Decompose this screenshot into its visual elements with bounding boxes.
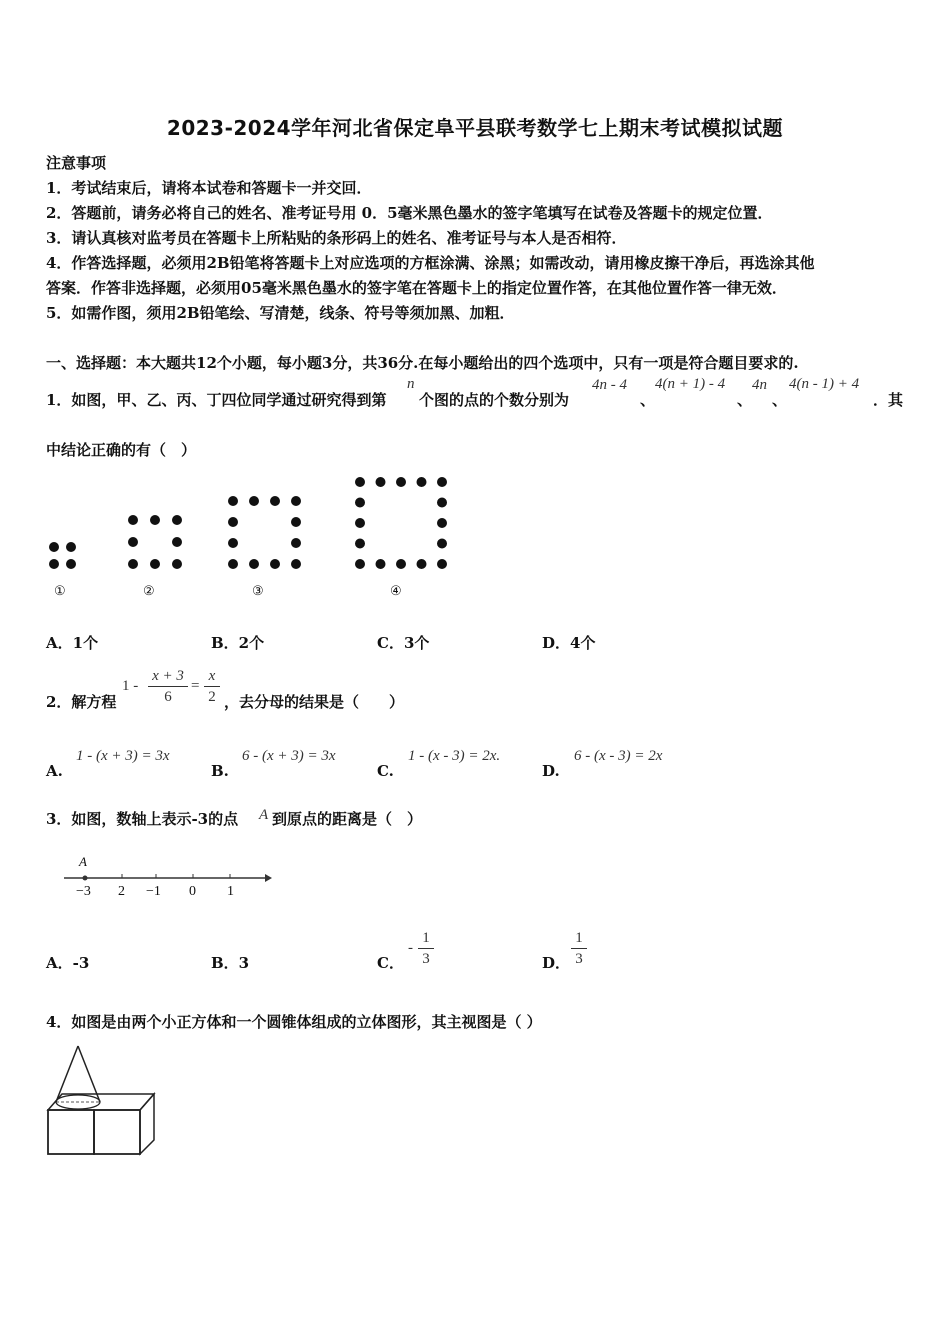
figure-3-dot [291, 496, 301, 506]
axis-tick-label: 1 [227, 884, 234, 899]
q1-text-b: 个图的点的个数分别为 [419, 391, 570, 409]
q1-expr-2: 4(n + 1) - 4 [655, 376, 726, 392]
figure-4-dot [355, 518, 365, 528]
notes-heading: 注意事项 [46, 154, 107, 172]
q1-expr-3: 4n [752, 377, 767, 393]
figure-2-dot [128, 537, 138, 547]
figure-4-dot [355, 559, 365, 569]
q1-option-c[interactable]: C．3个 [377, 634, 430, 652]
figure-4-dot [417, 477, 427, 487]
note-item: 1．考试结束后，请将本试卷和答题卡一并交回． [46, 179, 372, 197]
figure-3-dot [228, 496, 238, 506]
figure-3-dot [228, 538, 238, 548]
q1-expr-4: 4(n - 1) + 4 [789, 376, 860, 392]
fig-label-1: ① [54, 584, 66, 599]
cube-front-right [94, 1110, 140, 1154]
q1-text-c: ．其 [873, 391, 904, 409]
figure-4-dot [396, 477, 406, 487]
figure-2-dot [150, 515, 160, 525]
q1-sep-3: 、 [772, 391, 788, 409]
axis-tick-label: 0 [189, 884, 196, 899]
axis-tick-label: −3 [76, 884, 91, 899]
figure-3-dot [249, 496, 259, 506]
figure-4-dot [437, 518, 447, 528]
q3-option-d-fraction [571, 928, 587, 969]
figure-1-dot [49, 559, 59, 569]
q1-option-b[interactable]: B．2个 [211, 634, 265, 652]
q3-option-d-num: 1 [571, 928, 587, 949]
figure-4-dot [376, 559, 386, 569]
q3-option-c-num: 1 [418, 928, 434, 949]
fig-label-4: ④ [390, 584, 402, 599]
q2-option-d-expr: 6 - (x - 3) = 2x [574, 748, 663, 764]
note-item: 2．答题前，请务必将自己的姓名、准考证号用 0．5毫米黑色墨水的签字笔填写在试卷及答题卡的规定位置． [46, 204, 773, 222]
figure-1-dot [49, 542, 59, 552]
note-item: 4．作答选择题，必须用2B铅笔将答题卡上对应选项的方框涂满、涂黑；如需改动，请用橡皮擦干净后，再选涂其他 [46, 254, 815, 272]
figure-2-dot [128, 559, 138, 569]
q1-option-a[interactable]: A．1个 [46, 634, 99, 652]
q2-frac-num: x + 3 [148, 666, 188, 687]
figure-3-dot [228, 517, 238, 527]
axis-point-label: A [79, 854, 87, 869]
q1-sep-1: 、 [640, 391, 656, 409]
q4-solid-figure [44, 1042, 164, 1162]
figure-3-dot [291, 517, 301, 527]
note-item: 3．请认真核对监考员在答题卡上所粘贴的条形码上的姓名、准考证号与本人是否相符． [46, 229, 627, 247]
figure-1-dot [66, 542, 76, 552]
q2-option-c-expr: 1 - (x - 3) = 2x. [408, 748, 501, 764]
q3-option-c-label[interactable]: C． [377, 954, 404, 972]
fig-label-3: ③ [252, 584, 264, 599]
q3-option-c-sign: - [408, 940, 413, 956]
cube-side-face [140, 1094, 154, 1154]
figure-4-dot [437, 559, 447, 569]
figure-4-dot [396, 559, 406, 569]
q3-option-d-den: 3 [575, 951, 583, 967]
figure-1-dot [66, 559, 76, 569]
q2-rhs-den: 2 [208, 689, 216, 705]
q1-sep-2: 、 [737, 391, 753, 409]
q2-option-b-expr: 6 - (x + 3) = 3x [242, 748, 336, 764]
figure-4-dot [437, 498, 447, 508]
q3-option-d-label[interactable]: D． [542, 954, 571, 972]
q2-text-b: ，去分母的结果是（ ） [224, 693, 405, 711]
figure-2-dot [172, 537, 182, 547]
fig-label-2: ② [143, 584, 155, 599]
figure-2-dot [172, 559, 182, 569]
q3-text-b: 到原点的距离是（ ） [272, 810, 423, 828]
axis-tick-label: 2 [118, 884, 125, 899]
q2-option-b-label[interactable]: B. [211, 762, 229, 780]
q2-eq-lhs: 1 - [122, 678, 139, 694]
note-item: 5．如需作图，须用2B铅笔绘、写清楚，线条、符号等须加黑、加粗． [46, 304, 515, 322]
page-title: 2023-2024学年河北省保定阜平县联考数学七上期末考试模拟试题 [166, 116, 784, 140]
q2-option-d-label[interactable]: D. [542, 762, 560, 780]
q1-expr-1: 4n - 4 [592, 377, 627, 393]
q1-text-d: 中结论正确的有（ ） [46, 441, 197, 459]
q1-option-d[interactable]: D．4个 [542, 634, 596, 652]
section-heading: 一、选择题：本大题共12个小题，每小题3分，共36分.在每小题给出的四个选项中，只有一项是符合题目要求的. [46, 354, 799, 372]
q2-option-a-expr: 1 - (x + 3) = 3x [76, 748, 170, 764]
q2-option-a-label[interactable]: A. [46, 762, 63, 780]
figure-3-dot [270, 496, 280, 506]
q1-var-n: n [407, 376, 415, 392]
q2-rhs-num: x [204, 666, 220, 687]
figure-2-dot [172, 515, 182, 525]
figure-3-dot [228, 559, 238, 569]
q3-option-a[interactable]: A．-3 [46, 954, 90, 972]
q3-option-c-fraction [418, 928, 434, 969]
q2-text-a: 2．解方程 [46, 693, 117, 711]
figure-4-dot [376, 477, 386, 487]
cube-front-left [48, 1110, 94, 1154]
number-line-arrow [265, 874, 272, 882]
q2-rhs-fraction [204, 666, 220, 707]
figure-3-dot [291, 538, 301, 548]
figure-4-dot [417, 559, 427, 569]
figure-4-dot [437, 477, 447, 487]
q2-eq-sign: = [191, 678, 200, 694]
figure-4-dot [437, 539, 447, 549]
q3-text-a: 3．如图，数轴上表示-3的点 [46, 810, 239, 828]
q2-frac-den: 6 [164, 689, 172, 705]
q3-option-b[interactable]: B．3 [211, 954, 250, 972]
note-item: 答案．作答非选择题，必须用05毫米黑色墨水的签字笔在答题卡上的指定位置作答，在其他位置作答一律无效． [46, 279, 787, 297]
figure-4-dot [355, 477, 365, 487]
q3-number-line [60, 850, 280, 910]
q3-var-a: A [259, 807, 269, 823]
q2-fraction [148, 666, 188, 707]
figure-2-dot [150, 559, 160, 569]
q1-text-a: 1．如图，甲、乙、丙、丁四位同学通过研究得到第 [46, 391, 387, 409]
q2-option-c-label[interactable]: C. [377, 762, 394, 780]
figure-4-dot [355, 539, 365, 549]
figure-2-dot [128, 515, 138, 525]
figure-4-dot [355, 498, 365, 508]
q3-option-c-den: 3 [422, 951, 430, 967]
q4-text: 4．如图是由两个小正方体和一个圆锥体组成的立体图形，其主视图是（ ） [46, 1013, 542, 1031]
point-a-marker [83, 876, 88, 881]
axis-tick-label: −1 [146, 884, 161, 899]
figure-3-dot [291, 559, 301, 569]
figure-3-dot [249, 559, 259, 569]
figure-3-dot [270, 559, 280, 569]
